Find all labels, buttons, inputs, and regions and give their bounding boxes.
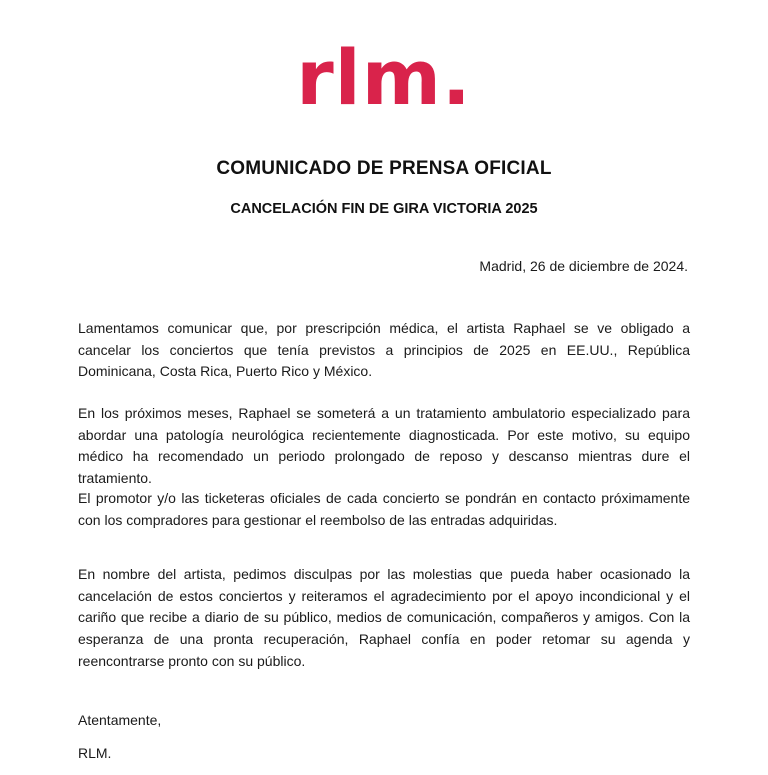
closing-signature: RLM. — [78, 745, 112, 761]
document-subtitle: CANCELACIÓN FIN DE GIRA VICTORIA 2025 — [230, 201, 538, 217]
body-paragraph-3: El promotor y/o las ticketeras oficiales de cada concierto se pondrán en contacto próximamente con los compradores para gestionar el reembolso de las entradas adquiridas. — [78, 490, 690, 528]
body-paragraph-2: En los próximos meses, Raphael se someterá a un tratamiento ambulatorio especializado para abordar una patología neurológica recientemente diagnosticada. Por este motivo, su equipo médico ha recomendado un periodo prolongado de reposo y descanso mientras dure el tratamiento. — [78, 405, 690, 487]
document-title: COMUNICADO DE PRENSA OFICIAL — [216, 158, 552, 179]
dateline: Madrid, 26 de diciembre de 2024. — [479, 258, 688, 274]
rlm-logo: rlm. — [296, 33, 472, 122]
body-paragraph-1: Lamentamos comunicar que, por prescripción médica, el artista Raphael se ve obligado a cancelar los conciertos que tenía previstos a principios de 2025 en EE.UU., República Dominicana, Costa Rica, Puerto Rico y México. — [78, 320, 690, 380]
closing-greeting: Atentamente, — [78, 712, 162, 728]
body-paragraph-4: En nombre del artista, pedimos disculpas por las molestias que pueda haber ocasionado la cancelación de estos conciertos y reiteramos el agradecimiento por el apoyo incondicional y el cariño que recibe a diario de su público, medios de comunicación, compañeros y amigos. Con la esperanza de una pronta recuperación, Raphael confía en poder retomar su agenda y reencontrarse pronto con su público. — [78, 566, 690, 669]
